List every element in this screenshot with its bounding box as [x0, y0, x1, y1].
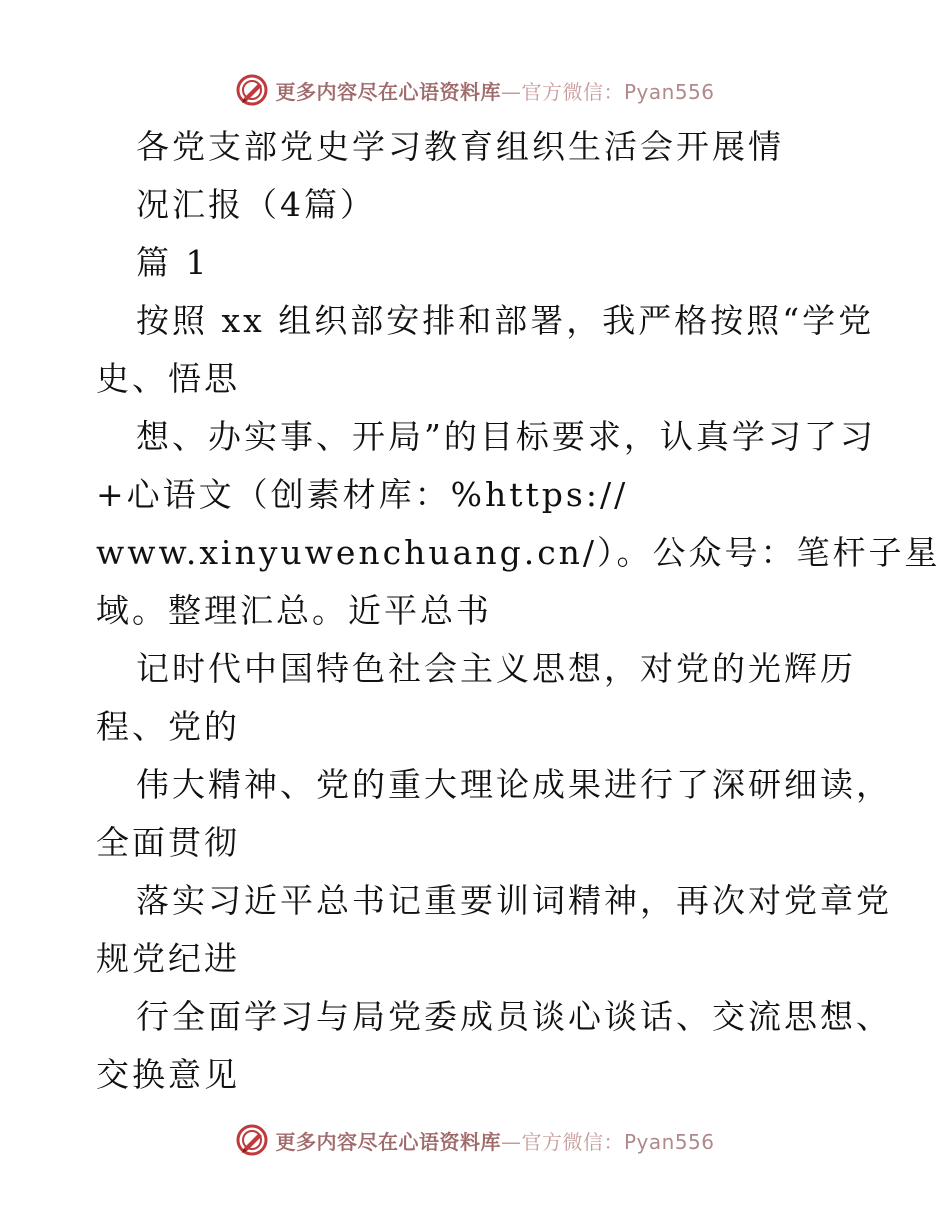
header-watermark-text: [275, 76, 714, 105]
document-line: 全面贯彻: [96, 823, 240, 862]
document-line: 况汇报（4篇）: [136, 185, 376, 224]
pen-logo-icon: [235, 1123, 269, 1157]
footer-watermark-text: [275, 1126, 714, 1155]
document-line: 篇 1: [136, 243, 210, 282]
footer-brand: 更多内容尽在心语资料库: [275, 1129, 501, 1154]
footer-wechat-id: Pyan556: [623, 1129, 715, 1154]
header-wechat-id: Pyan556: [623, 79, 715, 104]
footer-separator: —: [500, 1129, 522, 1154]
document-line: 伟大精神、党的重大理论成果进行了深研细读，: [136, 765, 892, 804]
header-wechat-label: 官方微信：: [521, 79, 624, 104]
document-line: 交换意见: [96, 1055, 240, 1094]
document-line: 想、办实事、开局”的目标要求，认真学习了习: [136, 417, 876, 456]
header-brand: 更多内容尽在心语资料库: [275, 79, 501, 104]
document-body: [96, 118, 941, 1104]
document-line: 规党纪进: [96, 939, 240, 978]
document-line: 行全面学习与局党委成员谈心谈话、交流思想、: [136, 997, 892, 1036]
document-line: 记时代中国特色社会主义思想，对党的光辉历: [136, 649, 856, 688]
document-line: +心语文（创素材库：%https://: [96, 475, 629, 514]
document-line: 各党支部党史学习教育组织生活会开展情: [136, 127, 784, 166]
document-line: 史、悟思: [96, 359, 240, 398]
footer-wechat-label: 官方微信：: [521, 1129, 624, 1154]
document-line: www.xinyuwenchuang.cn/）。公众号：笔杆子星: [96, 533, 941, 572]
header-separator: —: [500, 79, 522, 104]
document-line: 落实习近平总书记重要训词精神，再次对党章党: [136, 881, 892, 920]
document-line: 域。整理汇总。近平总书: [96, 591, 492, 630]
pen-logo-icon: [235, 73, 269, 107]
document-line: 按照 xx 组织部安排和部署，我严格按照“学党: [136, 301, 875, 340]
header-watermark: [0, 70, 950, 110]
document-line: 程、党的: [96, 707, 240, 746]
footer-watermark: [0, 1120, 950, 1160]
